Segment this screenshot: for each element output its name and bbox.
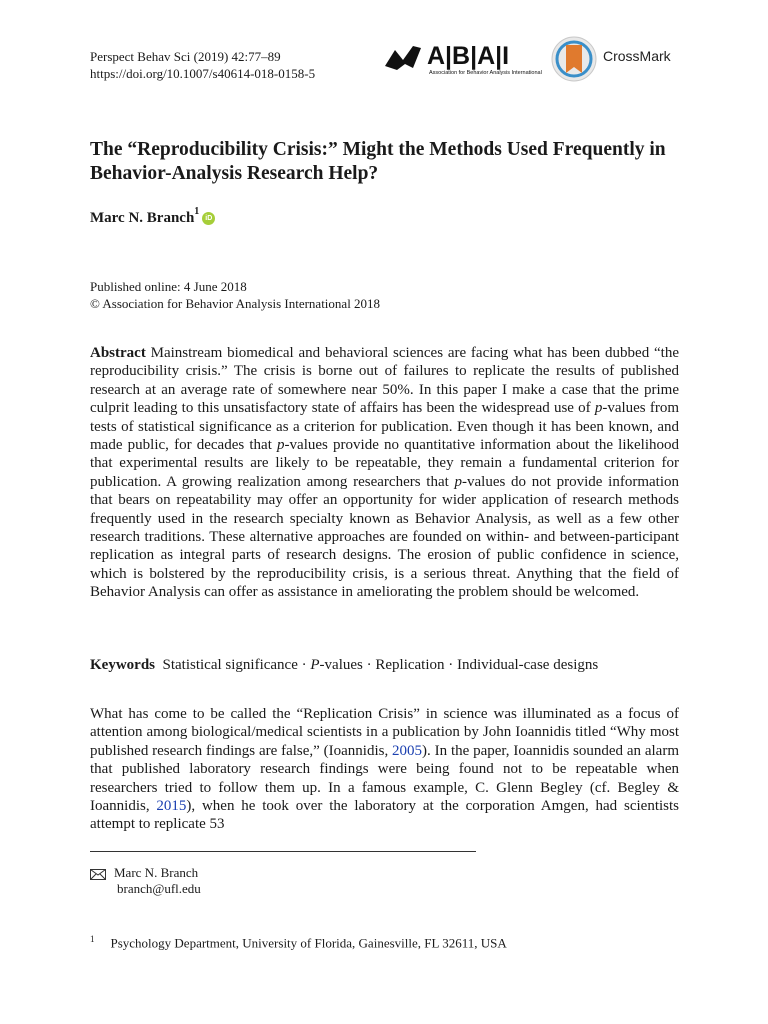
citation-link-2005[interactable]: 2005 xyxy=(392,742,423,759)
keywords-italic-p: P xyxy=(310,657,320,673)
abstract-italic-p-2: p xyxy=(277,437,285,454)
keywords-text-1: Statistical significance · xyxy=(162,657,311,673)
publication-info xyxy=(90,278,380,312)
keywords-text-2: -values · Replication · Individual-case designs xyxy=(319,657,599,673)
abai-logo[interactable] xyxy=(383,40,558,76)
author-line xyxy=(90,208,215,227)
journal-reference: Perspect Behav Sci (2019) 42:77–89 xyxy=(90,49,281,64)
body-text-2: ). In the paper, Ioannidis sounded an alarm that published laboratory research findings were being found not to be repeatable when researchers tried to follow them up. In a famous example, C. Glenn Begley (cf. Begley & Ioannidis, xyxy=(90,742,680,815)
doi-link[interactable]: https://doi.org/10.1007/s40614-018-0158-5 xyxy=(90,66,316,81)
crossmark-label[interactable]: CrossMark xyxy=(603,48,671,64)
body-text-3: ), when he took over the laboratory at the corporation Amgen, had scientists attempt to replicate 53 xyxy=(90,798,679,833)
published-date: Published online: 4 June 2018 xyxy=(90,279,247,294)
abstract-text-1: Mainstream biomedical and behavioral sciences are facing what has been dubbed “the reproducibility crisis.” The crisis is borne out of failures to replicate the results of published research at an average rate of somewhere near 50%. In this paper I make a case that the prime culprit leading to this unsatisfactory state of affairs has been the widespread use of xyxy=(90,345,679,417)
abai-logo-subtitle: Association for Behavior Analysis International xyxy=(429,70,542,76)
affiliation-text: Psychology Department, University of Florida, Gainesville, FL 32611, USA xyxy=(110,935,507,951)
affiliation-footnote xyxy=(90,931,507,951)
header-logos xyxy=(383,36,683,82)
keywords xyxy=(90,656,690,674)
article-title: The “Reproducibility Crisis:” Might the Methods Used Frequently in Behavior-Analysis Research Help? xyxy=(90,139,666,184)
corresponding-author xyxy=(90,865,201,897)
abstract-text-4: -values do not provide information that bears on repeatability may offer an opportunity for wider application of research methods frequently used in the research specialty known as Behavior Analysis, as well as a few other research traditions. These alternative approaches are founded on within- and between-participant replication as integral parts of research designs. The erosion of public confidence in science, which is bolstered by the reproducibility crisis, is a serious threat. Anything that the field of Behavior Analysis can offer as assistance in ameliorating the problem should be welcomed. xyxy=(90,473,679,601)
copyright-notice: © Association for Behavior Analysis International 2018 xyxy=(90,296,381,311)
body-paragraph xyxy=(90,705,679,834)
contact-email[interactable]: branch@ufl.edu xyxy=(117,881,201,896)
envelope-icon xyxy=(90,869,106,880)
citation-link-2015[interactable]: 2015 xyxy=(156,798,187,815)
journal-meta xyxy=(90,48,315,82)
abstract-text-3: -values provide no quantitative information about the likelihood that experimental results are likely to be repeatable, they remain a fundamental criterion for publication. A growing realization among researchers that xyxy=(90,437,679,490)
contact-name: Marc N. Branch xyxy=(114,865,199,880)
crossmark-icon[interactable] xyxy=(551,36,597,82)
author-affiliation-marker: 1 xyxy=(194,206,200,217)
abstract-text-2: -values from tests of statistical significance as a criterion for publication. Even though it has been known, and made public, for decades that xyxy=(90,400,679,454)
footnote-divider xyxy=(90,851,476,852)
abstract xyxy=(90,344,679,602)
abstract-italic-p-3: p xyxy=(454,473,462,490)
abai-swoosh-icon xyxy=(383,42,423,72)
abstract-label: Abstract xyxy=(90,345,146,361)
body-text-1: What has come to be called the “Replication Crisis” in science was illuminated as a focus of attention among biological/medical scientists in a publication by John Ioannidis titled “Why most published research findings are false,” (Ioannidis, xyxy=(90,706,679,759)
affiliation-number: 1 xyxy=(90,934,95,944)
abai-logo-text: A|B|A|I xyxy=(427,42,510,70)
abstract-italic-p-1: p xyxy=(594,400,603,417)
keywords-label: Keywords xyxy=(90,657,155,673)
author-name[interactable]: Marc N. Branch xyxy=(90,210,195,226)
orcid-icon[interactable]: iD xyxy=(202,212,215,225)
